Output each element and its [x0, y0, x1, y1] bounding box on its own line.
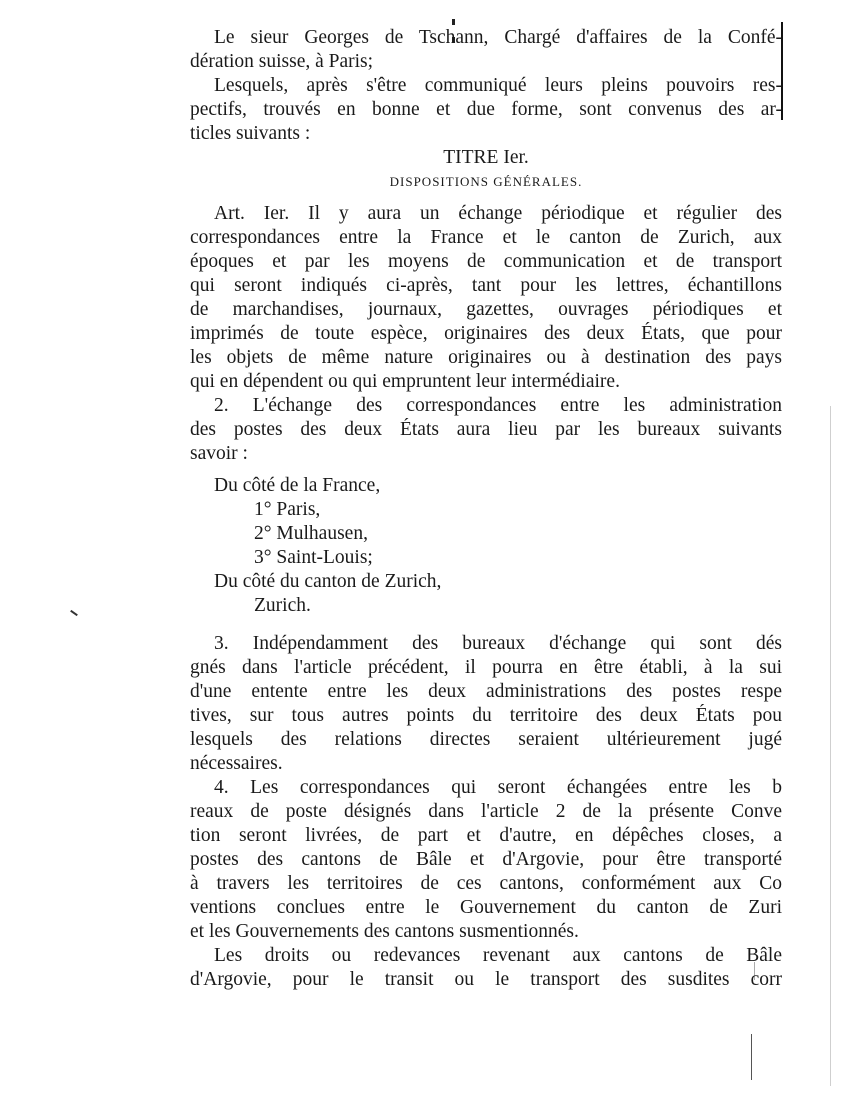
line-gap: [190, 466, 782, 474]
text-line: reaux de poste désignés dans l'article 2 de la présente Conve: [190, 801, 782, 822]
text-line: DISPOSITIONS GÉNÉRALES.: [389, 174, 583, 189]
text-line: dération suisse, à Paris;: [190, 51, 374, 72]
text-line: Lesquels, après s'être communiqué leurs pleins pouvoirs res-: [214, 75, 782, 96]
text-line: tives, sur tous autres points du territoire des deux États pou: [190, 705, 782, 726]
text-line: Zurich.: [254, 595, 311, 616]
text-line: qui en dépendent ou qui empruntent leur intermédiaire.: [190, 371, 620, 392]
text-line: Le sieur Georges de Tschann, Chargé d'affaires de la Confé-: [214, 27, 782, 48]
text-line: 3. Indépendamment des bureaux d'échange qui sont dés: [214, 633, 782, 654]
line-gap: [190, 194, 782, 202]
text-line: pectifs, trouvés en bonne et due forme, sont convenus des ar-: [190, 99, 782, 120]
text-line: Art. Ier. Il y aura un échange périodique et régulier des: [214, 203, 782, 224]
stray-tick: [70, 610, 78, 616]
text-line: Les droits ou redevances revenant aux cantons de Bâle: [214, 945, 782, 966]
text-line: 1° Paris,: [254, 499, 321, 520]
text-line: de marchandises, journaux, gazettes, ouvrages périodiques et: [190, 299, 782, 320]
text-line: d'une entente entre les deux administrations des postes respe: [190, 681, 782, 702]
text-line: correspondances entre la France et le canton de Zurich, aux: [190, 227, 782, 248]
text-line: nécessaires.: [190, 753, 283, 774]
line-gap: [190, 618, 782, 632]
text-line: qui seront indiqués ci-après, tant pour les lettres, échantillons: [190, 275, 782, 296]
text-line: TITRE Ier.: [443, 147, 529, 168]
text-line: à travers les territoires de ces cantons, conformément aux Co: [190, 873, 782, 894]
text-line: d'Argovie, pour le transit ou le transport des susdites corr: [190, 969, 782, 990]
text-line: 2. L'échange des correspondances entre les administration: [214, 395, 782, 416]
right-panel-edge: [830, 406, 831, 1086]
text-line: imprimés de toute espèce, originaires des deux États, que pour: [190, 323, 782, 344]
text-line: 3° Saint-Louis;: [254, 547, 373, 568]
text-line: 4. Les correspondances qui seront échangées entre les b: [214, 777, 782, 798]
text-line: ticles suivants :: [190, 123, 311, 144]
text-line: époques et par les moyens de communication et de transport: [190, 251, 782, 272]
text-line: ventions conclues entre le Gouvernement du canton de Zuri: [190, 897, 782, 918]
text-line: des postes des deux États aura lieu par les bureaux suivants: [190, 419, 782, 440]
stray-mark: [751, 1034, 752, 1080]
text-line: lesquels des relations directes seraient ultérieurement jugé: [190, 729, 782, 750]
text-line: gnés dans l'article précédent, il pourra en être établi, à la sui: [190, 657, 782, 678]
text-line: 2° Mulhausen,: [254, 523, 368, 544]
text-line: savoir :: [190, 443, 248, 464]
text-line: Du côté de la France,: [214, 475, 381, 496]
text-line: tion seront livrées, de part et d'autre, en dépêches closes, a: [190, 825, 782, 846]
text-line: les objets de même nature originaires ou à destination des pays: [190, 347, 782, 368]
text-line: et les Gouvernements des cantons susmentionnés.: [190, 921, 579, 942]
cropped-header-fragment: [452, 12, 522, 22]
text-column: [190, 26, 782, 992]
text-line: Du côté du canton de Zurich,: [214, 571, 442, 592]
text-line: postes des cantons de Bâle et d'Argovie, pour être transporté: [190, 849, 782, 870]
